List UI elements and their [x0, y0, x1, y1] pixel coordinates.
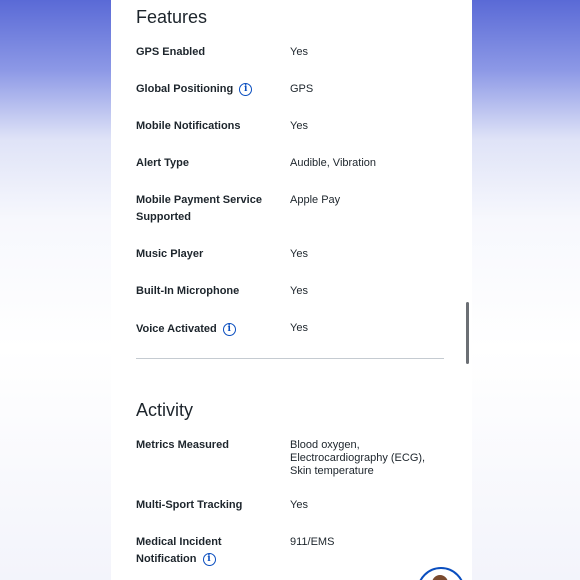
spec-label-mobile-payment: Mobile Payment Service Supported — [136, 194, 262, 223]
spec-label-mobile-notifications: Mobile Notifications — [136, 120, 241, 132]
spec-label-global-positioning: Global Positioning — [136, 83, 234, 95]
spec-value-global-positioning: GPS — [290, 83, 314, 95]
spec-value-gps-enabled: Yes — [290, 46, 308, 58]
spec-label-multi-sport-tracking: Multi-Sport Tracking — [136, 499, 243, 511]
features-heading: Features — [136, 7, 208, 27]
section-divider — [136, 358, 444, 359]
spec-value-multi-sport-tracking: Yes — [290, 499, 308, 511]
info-icon[interactable]: i — [223, 323, 236, 336]
spec-value-music-player: Yes — [290, 248, 308, 260]
spec-value-voice-activated: Yes — [290, 322, 308, 334]
spec-value-medical-incident: 911/EMS — [290, 536, 335, 548]
avatar-icon — [432, 575, 448, 580]
spec-row-voice-activated — [136, 321, 276, 338]
spec-row-global-positioning — [136, 81, 276, 98]
activity-heading: Activity — [136, 400, 194, 420]
chat-avatar-button[interactable] — [417, 567, 465, 580]
spec-label-music-player: Music Player — [136, 248, 204, 260]
spec-label-alert-type: Alert Type — [136, 157, 189, 169]
spec-label-metrics-measured: Metrics Measured — [136, 439, 229, 451]
spec-value-alert-type: Audible, Vibration — [290, 157, 377, 169]
spec-label-voice-activated: Voice Activated — [136, 323, 217, 335]
spec-label-gps-enabled: GPS Enabled — [136, 46, 206, 58]
info-icon[interactable]: i — [203, 553, 216, 566]
scrollbar[interactable] — [466, 302, 469, 364]
spec-value-mobile-notifications: Yes — [290, 120, 308, 132]
spec-label-medical-incident: Medical Incident Notification — [136, 536, 222, 565]
spec-value-metrics-measured: Blood oxygen, Electrocardiography (ECG), Skin temperature — [290, 439, 426, 477]
spec-value-built-in-microphone: Yes — [290, 285, 308, 297]
spec-row-medical-incident — [136, 534, 256, 568]
spec-value-mobile-payment: Apple Pay — [290, 194, 341, 206]
spec-label-built-in-microphone: Built-In Microphone — [136, 285, 240, 297]
specs-panel — [111, 0, 472, 580]
info-icon[interactable]: i — [239, 83, 252, 96]
